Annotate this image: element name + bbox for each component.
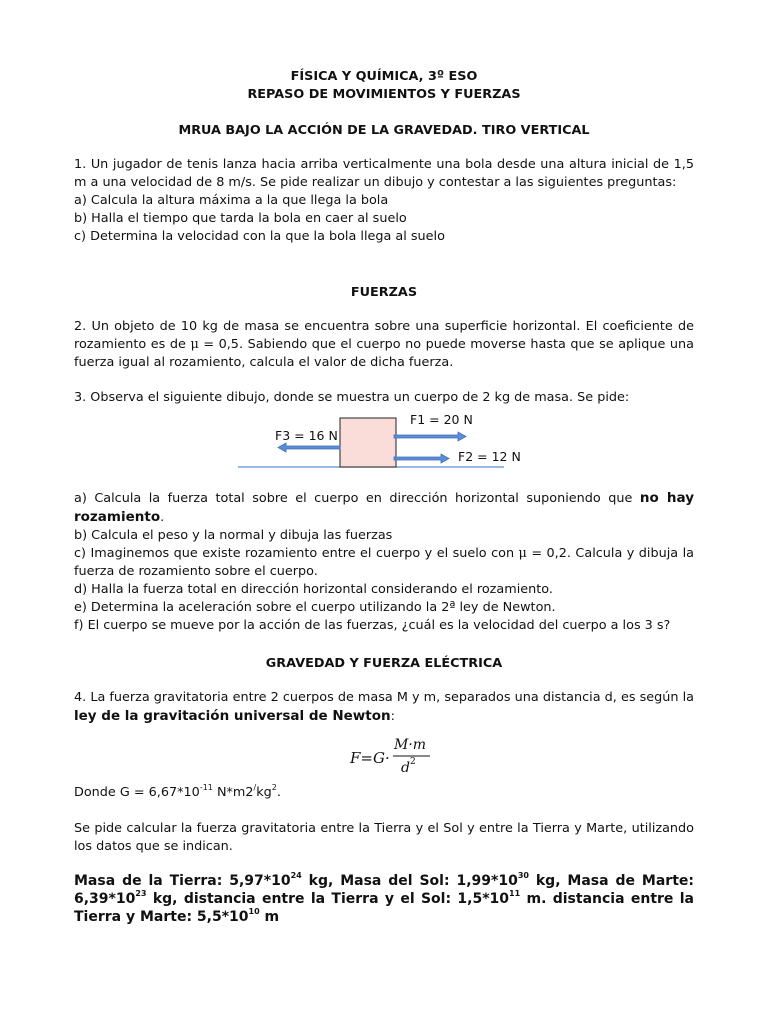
- section-heading-fuerzas: FUERZAS: [350, 285, 418, 300]
- question-3e: e) Determina la aceleración sobre el cuerpo utilizando la 2ª ley de Newton.: [74, 600, 556, 615]
- formula-lhs: F=G·: [350, 749, 390, 767]
- formula-den-exponent: 2: [410, 757, 416, 767]
- force-arrow-f2: [394, 454, 449, 463]
- question-3f: f) El cuerpo se mueve por la acción de las fuerzas, ¿cuál es la velocidad del cuerpo a los 3 s?: [74, 618, 671, 633]
- planet-data: Masa de la Tierra: $5,97*10^{24}$ kg, Masa del Sol: $1,99*10^{30}$ kg, Masa de Marte: $6,39*10^{23}$ kg, distancia entre la Tierra y el Sol: $1,5*10^{11}$ m. distancia entre la Tierra y Marte: $5,5*10^{10}$ m: [74, 871, 694, 925]
- label-f1: F1 = 20 N: [410, 415, 473, 427]
- body-box: [340, 418, 396, 467]
- bold-no-rozamiento: no hay rozamiento: [74, 490, 694, 525]
- question-4: 4. La fuerza gravitatoria entre 2 cuerpos de masa M y m, separados una distancia d, es según la ley de la gravitación universal de Newton:: [74, 690, 694, 724]
- section-heading-mrua: MRUA BAJO LA ACCIÓN DE LA GRAVEDAD. TIRO VERTICAL: [178, 123, 590, 138]
- force-diagram-svg: [74, 415, 694, 477]
- force-arrow-f3: [278, 443, 340, 452]
- label-f3: F3 = 16 N: [275, 428, 338, 443]
- question-1b: b) Halla el tiempo que tarda la bola en caer al suelo: [74, 211, 407, 226]
- force-arrow-f1: [394, 432, 466, 441]
- question-1a: a) Calcula la altura máxima a la que llega la bola: [74, 193, 389, 208]
- formula-denominator: d: [401, 760, 410, 776]
- question-3d: d) Halla la fuerza total en dirección horizontal considerando el rozamiento.: [74, 582, 553, 597]
- question-1c: c) Determina la velocidad con la que la bola llega al suelo: [74, 229, 445, 244]
- constant-g: Donde $G = 6,67*10^{-11}$ $N*m2^/kg^2$.: [74, 782, 281, 800]
- question-3b: b) Calcula el peso y la normal y dibuja las fuerzas: [74, 528, 393, 543]
- label-f2: F2 = 12 N: [458, 449, 521, 464]
- gravitation-formula: [74, 736, 694, 782]
- section-heading-gravedad: GRAVEDAD Y FUERZA ELÉCTRICA: [265, 656, 503, 671]
- question-3c: c) Imaginemos que existe rozamiento entre el cuerpo y el suelo con μ = 0,2. Calcula y dibuja la fuerza de rozamiento sobre el cuerpo.: [74, 546, 694, 579]
- question-4-task: Se pide calcular la fuerza gravitatoria entre la Tierra y el Sol y entre la Tierra y Marte, utilizando los datos que se indican.: [74, 821, 694, 854]
- doc-title: FÍSICA Y QUÍMICA, 3º ESO: [290, 69, 478, 84]
- force-diagram: [74, 415, 694, 477]
- doc-subtitle: REPASO DE MOVIMIENTOS Y FUERZAS: [247, 87, 521, 102]
- document-content: [74, 68, 694, 926]
- formula-numerator: M·m: [394, 737, 427, 753]
- question-3: 3. Observa el siguiente dibujo, donde se muestra un cuerpo de 2 kg de masa. Se pide:: [74, 390, 630, 405]
- question-2: 2. Un objeto de 10 kg de masa se encuentra sobre una superficie horizontal. El coeficiente de rozamiento es de μ = 0,5. Sabiendo que el cuerpo no puede moverse hasta que se aplique una fuerza igual al rozamiento, calcula el valor de dicha fuerza.: [74, 319, 694, 370]
- formula-svg: [74, 736, 694, 782]
- mu-symbol-2: μ: [518, 546, 527, 561]
- bold-ley-gravitacion: ley de la gravitación universal de Newton: [74, 708, 391, 724]
- question-1: 1. Un jugador de tenis lanza hacia arriba verticalmente una bola desde una altura inicial de 1,5 m a una velocidad de 8 m/s. Se pide realizar un dibujo y contestar a las siguientes preguntas:: [74, 157, 694, 190]
- question-3a: a) Calcula la fuerza total sobre el cuerpo en dirección horizontal suponiendo que no hay rozamiento.: [74, 490, 694, 525]
- mu-symbol: μ: [190, 337, 199, 352]
